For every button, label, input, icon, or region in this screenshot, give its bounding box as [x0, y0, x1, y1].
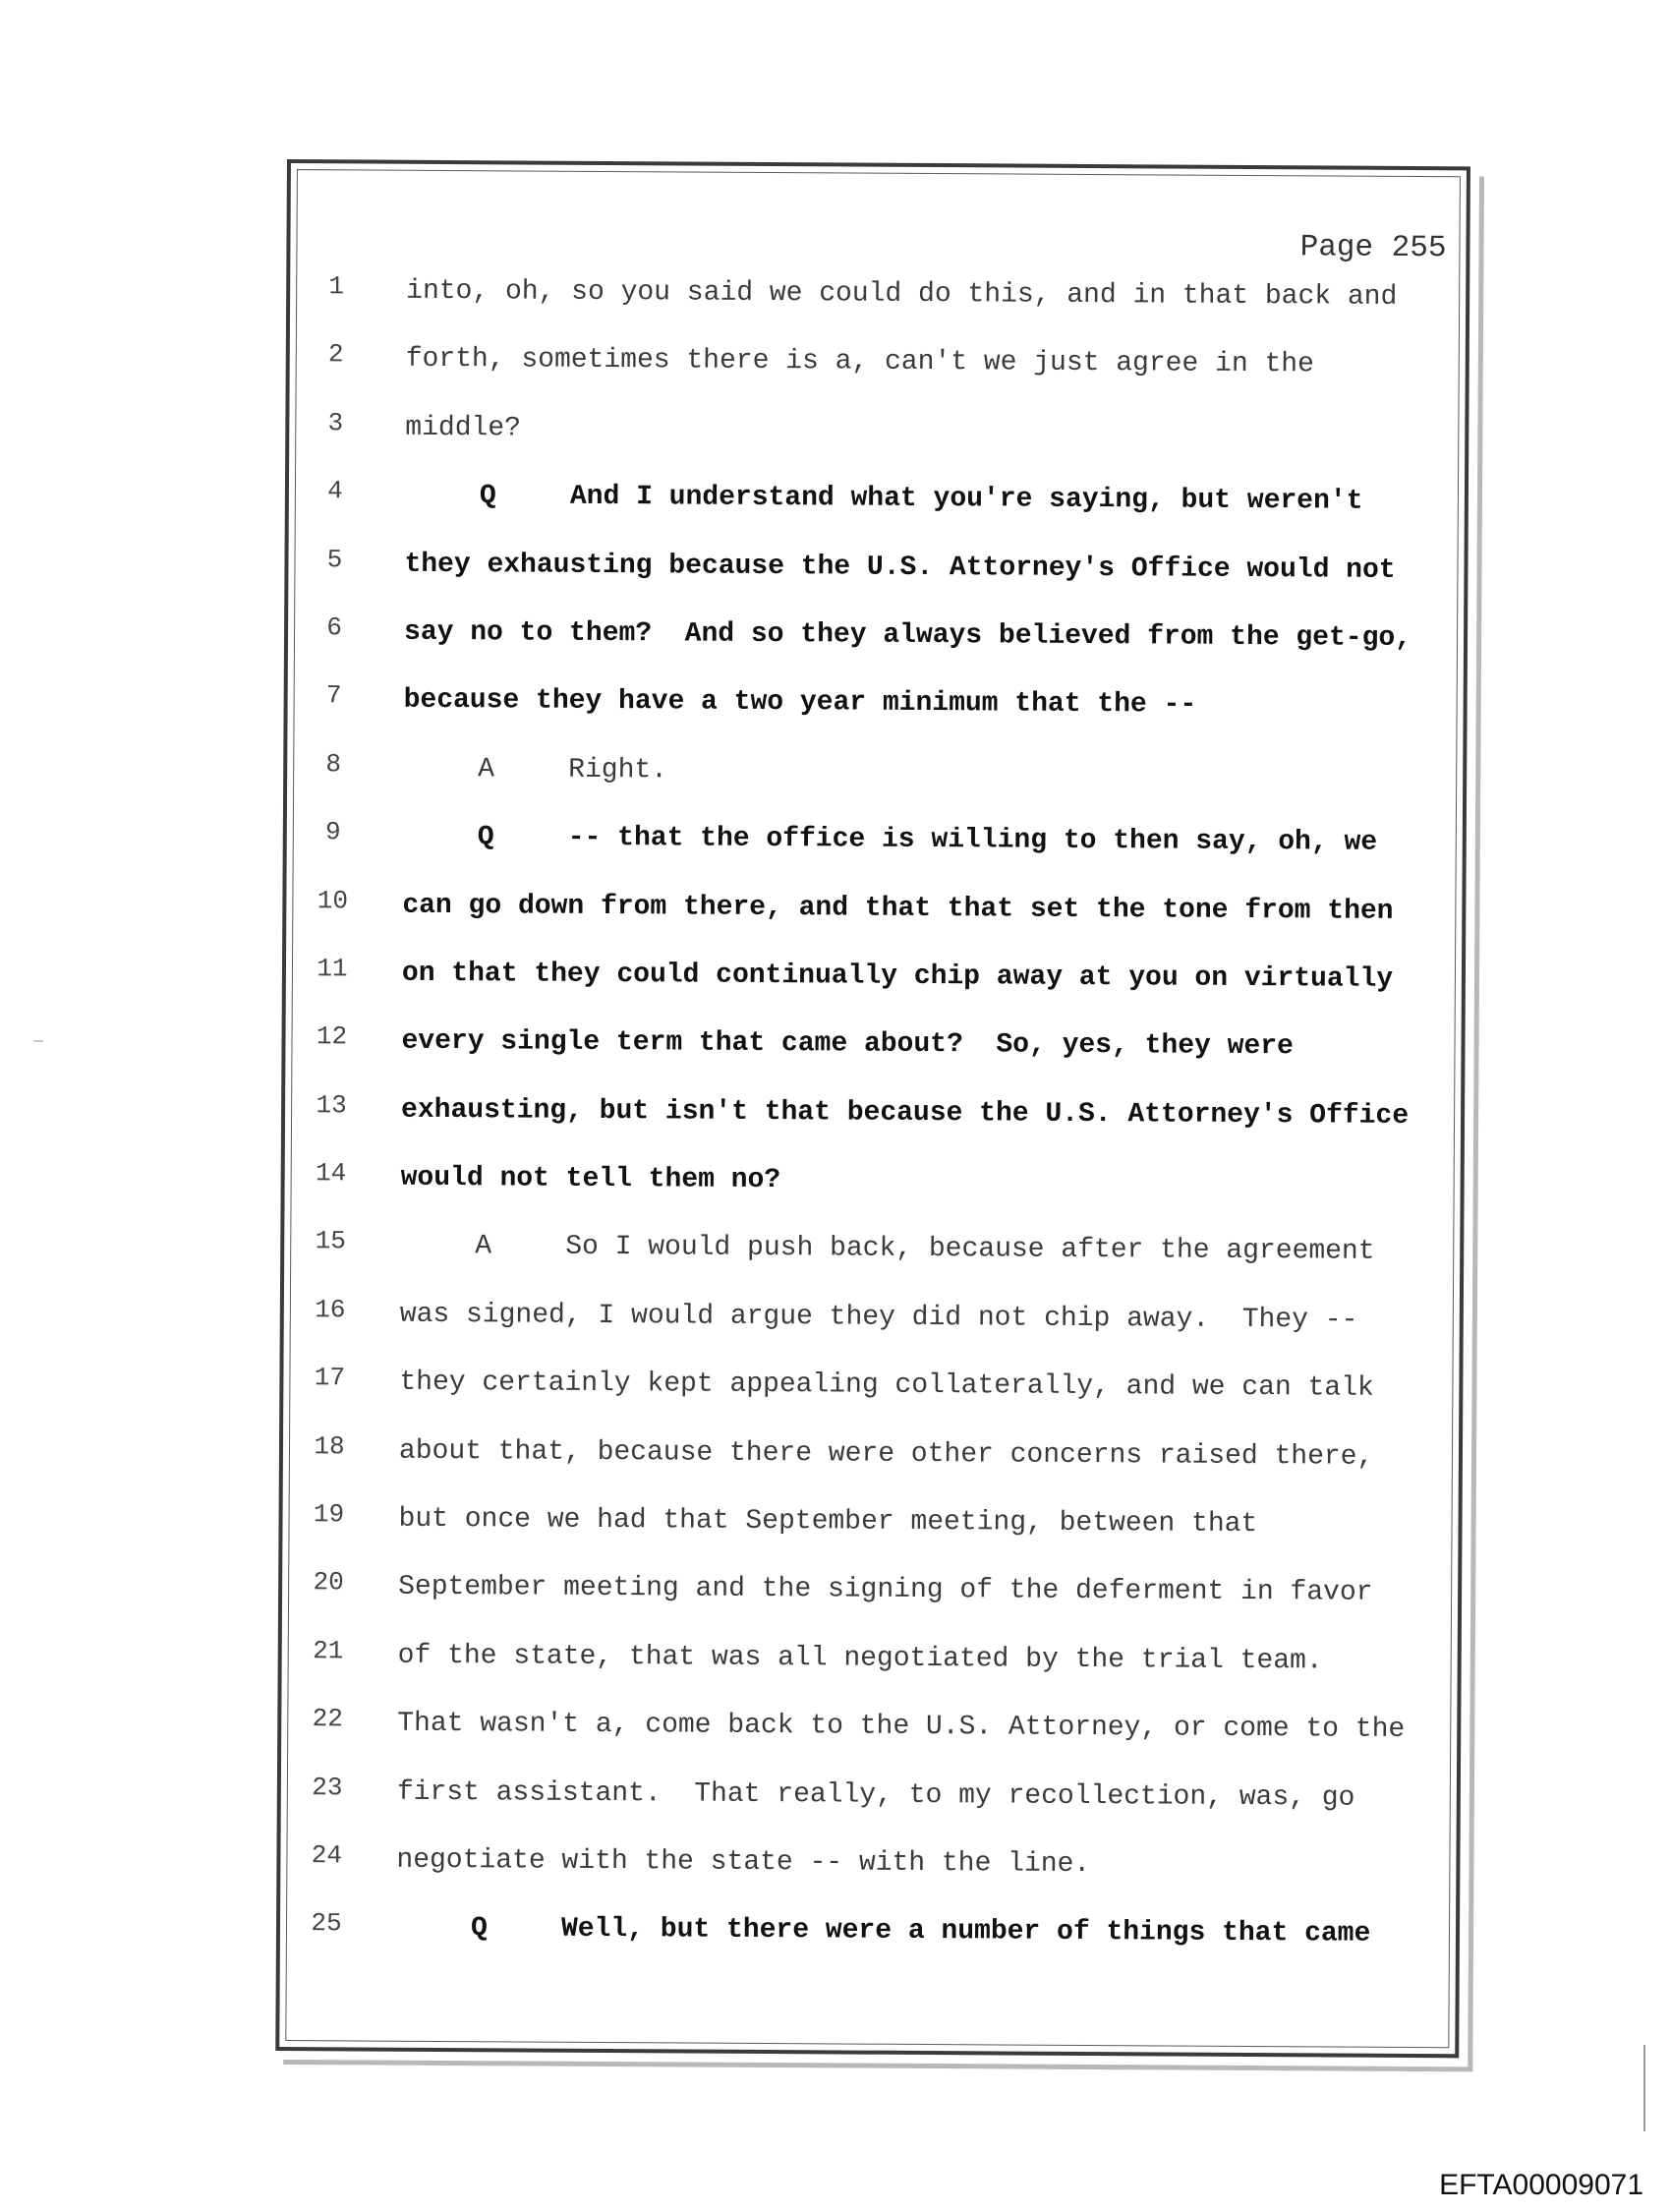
transcript-line [286, 952, 1462, 1027]
line-text [399, 1368, 1374, 1404]
line-content: because they have a two year minimum that the -- [403, 685, 1197, 722]
line-content: they exhausting because the U.S. Attorney's Office would not [404, 549, 1396, 586]
bates-number: EFTA00009071 [1439, 2169, 1643, 2201]
line-text [406, 276, 1397, 313]
line-text [401, 1026, 1294, 1063]
line-text [397, 1709, 1405, 1745]
transcript-line [281, 1702, 1457, 1777]
scan-edge-mark [1643, 2045, 1645, 2131]
transcript-line [285, 1088, 1461, 1164]
line-content: -- that the office is willing to then say, oh, we [567, 822, 1378, 858]
line-text [403, 822, 1378, 858]
line-number: 19 [313, 1499, 345, 1530]
line-text [398, 1572, 1373, 1608]
line-number: 16 [315, 1295, 346, 1325]
speaker-label: Q [477, 822, 494, 853]
line-text [404, 685, 1197, 721]
transcript-line [288, 611, 1464, 686]
line-number: 13 [316, 1089, 347, 1121]
line-text [402, 959, 1393, 995]
line-number: 3 [327, 408, 344, 438]
line-content: on that they could continually chip away at you on virtually [401, 958, 1394, 995]
line-number: 11 [317, 954, 348, 984]
line-number: 1 [328, 271, 345, 302]
transcript-line [282, 1497, 1458, 1573]
line-number: 2 [327, 339, 344, 370]
transcript-line [287, 747, 1463, 823]
line-content: of the state, that was all negotiated by the trial team. [397, 1640, 1323, 1677]
transcript-lines [280, 269, 1467, 1982]
transcript-line [280, 1838, 1456, 1914]
line-content: can go down from there, and that that set the tone from then [402, 890, 1394, 927]
transcript-line [286, 884, 1462, 960]
transcript-line [281, 1634, 1457, 1710]
line-number: 23 [312, 1772, 343, 1802]
scan-mark [33, 1040, 43, 1042]
line-content: first assistant. That really, to my recollection, was, go [396, 1776, 1355, 1814]
line-content: would not tell them no? [400, 1162, 781, 1196]
line-number: 25 [311, 1908, 342, 1939]
line-number: 20 [313, 1567, 344, 1598]
line-number: 10 [317, 885, 349, 915]
line-number: 17 [314, 1363, 346, 1393]
line-content: Well, but there were a number of things that came [560, 1914, 1371, 1950]
line-content: about that, because there were other concerns raised there, [398, 1435, 1374, 1473]
transcript-line [289, 337, 1465, 413]
line-text [404, 549, 1395, 585]
transcript-line [283, 1361, 1459, 1436]
line-content: was signed, I would argue they did not chip away. They -- [399, 1299, 1358, 1336]
line-text [406, 344, 1314, 380]
line-number: 4 [327, 476, 343, 506]
line-number: 7 [325, 680, 342, 711]
line-text [399, 1435, 1374, 1472]
line-text [405, 481, 1363, 517]
line-text [398, 1504, 1257, 1540]
line-content: say no to them? And so they always believed from the get-go, [403, 616, 1412, 654]
transcript-line [289, 474, 1465, 550]
line-content: every single term that came about? So, yes, they were [401, 1026, 1294, 1063]
transcript-page [275, 159, 1470, 2058]
line-number: 18 [314, 1430, 345, 1462]
line-text [396, 1845, 1090, 1880]
line-content: into, oh, so you said we could do this, and in that back and [406, 275, 1398, 313]
line-number: 9 [324, 817, 341, 847]
transcript-line [287, 815, 1463, 891]
line-text [403, 753, 667, 786]
line-text [398, 1641, 1323, 1677]
line-number: 21 [313, 1636, 344, 1666]
line-text [404, 617, 1412, 654]
line-content: Right. [568, 754, 668, 786]
transcript-line [289, 406, 1465, 482]
line-text [396, 1913, 1371, 1950]
line-number: 22 [312, 1704, 344, 1734]
line-content: That wasn't a, come back to the U.S. Attorney, or come to the [397, 1708, 1406, 1746]
line-content: And I understand what you're saying, but weren't [569, 481, 1363, 517]
line-text [397, 1776, 1355, 1813]
line-number: 24 [311, 1840, 343, 1871]
line-text [405, 413, 521, 444]
transcript-line [280, 1906, 1456, 1982]
line-content: forth, sometimes there is a, can't we just agree in the [405, 344, 1314, 380]
line-content: negotiate with the state -- with the line. [396, 1844, 1091, 1881]
line-number: 6 [326, 612, 342, 643]
transcript-line [290, 269, 1466, 345]
speaker-label: Q [479, 481, 496, 512]
transcript-line [284, 1156, 1460, 1232]
line-number: 15 [315, 1226, 346, 1256]
line-text [401, 1094, 1409, 1131]
transcript-line [285, 1019, 1461, 1095]
line-content: they certainly kept appealing collaterally, and we can talk [399, 1367, 1374, 1405]
line-content: middle? [405, 412, 522, 444]
line-text [400, 1300, 1358, 1336]
line-number: 8 [325, 748, 342, 780]
page-number: Page 255 [1299, 230, 1447, 266]
line-content: exhausting, but isn't that because the U.S. Attorney's Office [401, 1094, 1410, 1132]
speaker-label: Q [470, 1913, 488, 1945]
transcript-line [284, 1224, 1460, 1300]
line-text [400, 1231, 1375, 1267]
line-content: September meeting and the signing of the deferment in favor [398, 1572, 1373, 1609]
speaker-label: A [478, 753, 495, 786]
transcript-line [284, 1293, 1460, 1368]
transcript-line [287, 678, 1463, 754]
transcript-line [281, 1771, 1457, 1846]
transcript-line [283, 1429, 1459, 1505]
line-text [401, 1163, 781, 1195]
line-text [402, 890, 1393, 926]
transcript-line [288, 543, 1464, 618]
line-content: but once we had that September meeting, between that [398, 1503, 1258, 1541]
line-number: 12 [316, 1021, 348, 1052]
transcript-line [282, 1565, 1458, 1641]
speaker-label: A [475, 1231, 492, 1262]
line-content: So I would push back, because after the agreement [565, 1232, 1375, 1268]
line-number: 5 [326, 544, 343, 574]
line-number: 14 [315, 1158, 347, 1189]
